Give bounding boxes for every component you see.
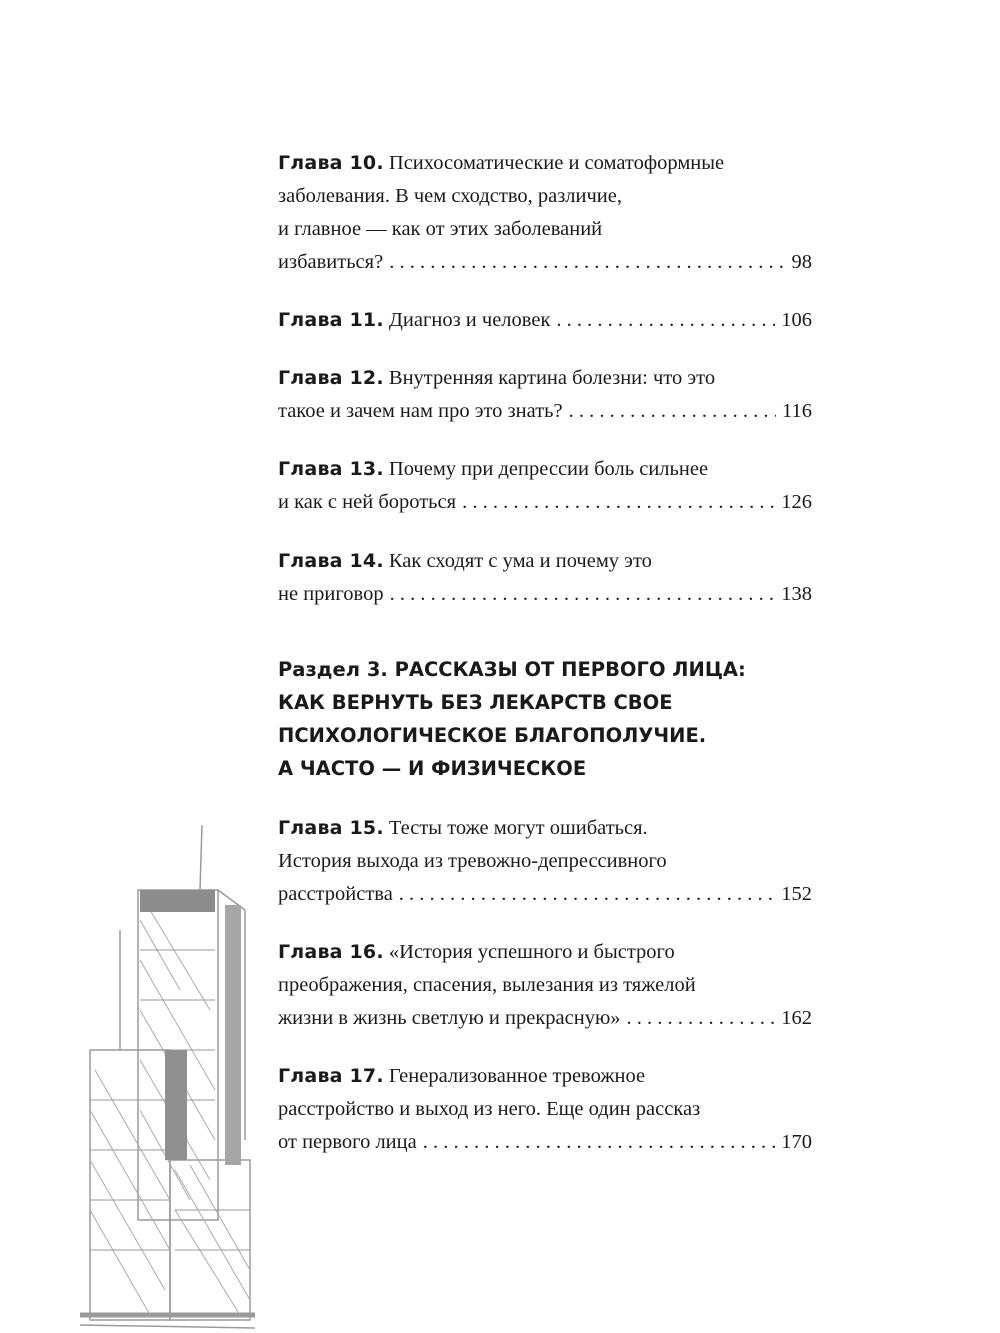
skyscraper-sketch-illustration — [80, 810, 260, 1333]
entry-title-text: не приговор — [278, 583, 384, 605]
entry-title-end — [278, 486, 456, 519]
entry-title-text: от первого лица — [278, 1131, 417, 1153]
dot-leader — [627, 1002, 776, 1035]
entry-last-line — [278, 304, 812, 337]
page-number: 152 — [781, 883, 812, 905]
entry-title-text: и как с ней бороться — [278, 491, 457, 513]
entry-title-line — [278, 545, 812, 578]
chapter-label: Глава 12. — [278, 367, 384, 389]
entry-last-line — [278, 878, 812, 911]
entry-title-text: «История успешного и быстрого — [388, 941, 675, 963]
entry-title-text: расстройства — [278, 883, 393, 905]
dot-leader — [462, 486, 775, 519]
entry-title-text: Диагноз и человек — [388, 309, 551, 331]
entry-title-line — [278, 1060, 812, 1093]
entry-title-text: Почему при депрессии боль сильнее — [388, 458, 709, 480]
entry-title-line — [278, 969, 812, 1002]
entry-title-line — [278, 213, 812, 246]
entry-title-end — [278, 246, 383, 279]
entry-title-end — [278, 1126, 417, 1159]
entry-title-text: преображения, спасения, вылезания из тяжелой — [278, 974, 696, 996]
entry-title-text: Психосоматические и соматоформные — [388, 152, 725, 174]
entry-title-text: жизни в жизнь светлую и прекрасную» — [278, 1007, 621, 1029]
toc-entry[interactable] — [278, 147, 812, 279]
chapter-label: Глава 13. — [278, 458, 384, 480]
entry-title-end — [278, 578, 384, 611]
page-number: 98 — [791, 251, 812, 273]
page-number: 138 — [781, 583, 812, 605]
entry-title-end — [278, 304, 550, 337]
toc-entry[interactable] — [278, 1060, 812, 1159]
toc-entry[interactable] — [278, 812, 812, 911]
entry-title-end — [278, 1002, 621, 1035]
entry-title-line — [278, 936, 812, 969]
entry-title-end — [278, 395, 563, 428]
entry-title-end — [278, 878, 393, 911]
entry-title-text: и главное — как от этих заболеваний — [278, 218, 603, 240]
toc-entry[interactable] — [278, 545, 812, 611]
section-heading-line: Раздел 3. РАССКАЗЫ ОТ ПЕРВОГО ЛИЦА: — [278, 658, 746, 681]
chapter-label: Глава 15. — [278, 817, 384, 839]
chapter-label: Глава 14. — [278, 550, 384, 572]
toc-entry[interactable] — [278, 304, 812, 337]
dot-leader — [390, 578, 776, 611]
section-heading-line: КАК ВЕРНУТЬ БЕЗ ЛЕКАРСТВ СВОЕ — [278, 691, 673, 714]
dot-leader — [399, 878, 775, 911]
entry-title-line — [278, 845, 812, 878]
entry-last-line — [278, 578, 812, 611]
entry-title-text: Как сходят с ума и почему это — [388, 550, 652, 572]
entry-last-line — [278, 395, 812, 428]
entry-last-line — [278, 1126, 812, 1159]
chapter-label: Глава 11. — [278, 309, 384, 331]
page-number: 170 — [781, 1131, 812, 1153]
entry-title-text: Генерализованное тревожное — [388, 1065, 646, 1087]
toc-entry[interactable] — [278, 453, 812, 519]
entry-title-line — [278, 812, 812, 845]
entry-title-text: Тесты тоже могут ошибаться. — [388, 817, 648, 839]
entry-title-text: заболевания. В чем сходство, различие, — [278, 185, 623, 207]
entry-title-text: Внутренняя картина болезни: что это — [388, 367, 716, 389]
entry-last-line — [278, 486, 812, 519]
entry-title-text: такое и зачем нам про это знать? — [278, 400, 563, 422]
entry-title-line — [278, 453, 812, 486]
dot-leader — [569, 395, 776, 428]
entry-title-line — [278, 147, 812, 180]
page-number: 162 — [781, 1007, 812, 1029]
toc-entry[interactable] — [278, 362, 812, 428]
entry-last-line — [278, 1002, 812, 1035]
entry-title-text: История выхода из тревожно-депрессивного — [278, 850, 667, 872]
toc-entry[interactable] — [278, 936, 812, 1035]
dot-leader — [556, 304, 775, 337]
dot-leader — [423, 1126, 776, 1159]
entry-title-line — [278, 1093, 812, 1126]
page-number: 116 — [782, 400, 812, 422]
entry-title-line — [278, 362, 812, 395]
chapter-label: Глава 16. — [278, 941, 384, 963]
entry-last-line — [278, 246, 812, 279]
entry-title-text: расстройство и выход из него. Еще один рассказ — [278, 1098, 701, 1120]
dot-leader — [389, 246, 785, 279]
section-heading — [278, 653, 812, 785]
entry-title-line — [278, 180, 812, 213]
page-number: 106 — [781, 309, 812, 331]
section-heading-line: А ЧАСТО — И ФИЗИЧЕСКОЕ — [278, 757, 587, 780]
section-heading-line: ПСИХОЛОГИЧЕСКОЕ БЛАГОПОЛУЧИЕ. — [278, 724, 707, 747]
chapter-label: Глава 17. — [278, 1065, 384, 1087]
entry-title-text: избавиться? — [278, 251, 384, 273]
page-number: 126 — [781, 491, 812, 513]
chapter-label: Глава 10. — [278, 152, 384, 174]
